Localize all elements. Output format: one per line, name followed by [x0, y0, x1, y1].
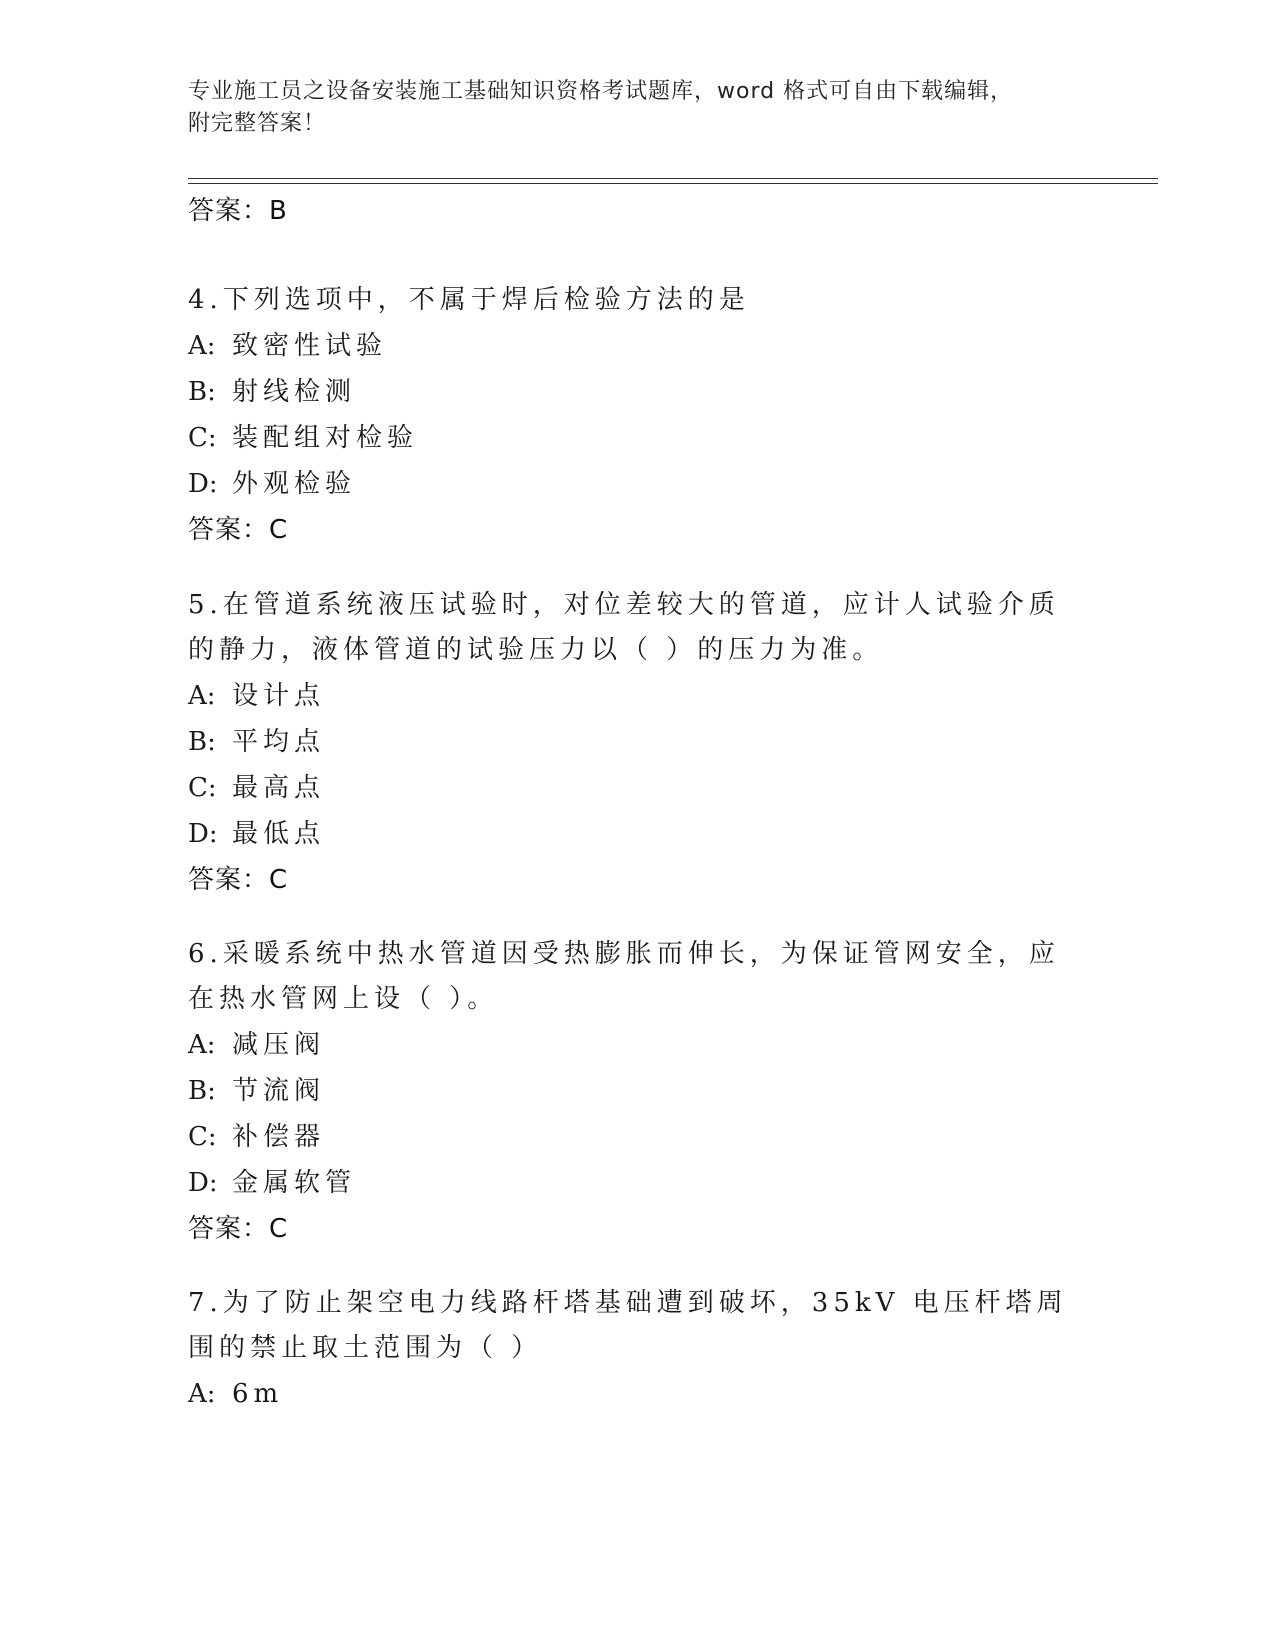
option-key: C:	[188, 423, 217, 453]
header-line-1: 专业施工员之设备安装施工基础知识资格考试题库，word 格式可自由下载编辑，	[188, 79, 1014, 104]
option-d	[188, 1160, 1088, 1206]
option-text: 减压阀	[232, 1030, 326, 1060]
question-stem: 5.在管道系统液压试验时，对位差较大的管道，应计人试验介质的静力，液体管道的试验压力以（ ）的压力为准。	[188, 590, 1060, 665]
option-key: C:	[188, 1122, 217, 1152]
option-c	[188, 1114, 1088, 1160]
option-c	[188, 765, 1088, 811]
option-text: 致密性试验	[232, 331, 388, 361]
option-c	[188, 415, 1088, 461]
option-text: 设计点	[232, 681, 326, 711]
option-text: 装配组对检验	[232, 423, 419, 453]
option-text: 射线检测	[232, 377, 357, 407]
option-b	[188, 1068, 1088, 1114]
option-text: 金属软管	[232, 1168, 357, 1198]
option-key: B:	[188, 727, 216, 757]
option-text: 节流阀	[232, 1076, 326, 1106]
option-b	[188, 369, 1088, 415]
option-a	[188, 323, 1088, 369]
question-5	[188, 583, 1088, 903]
option-text: 平均点	[232, 727, 326, 757]
option-key: A:	[188, 1030, 216, 1060]
header-line-2: 附完整答案！	[188, 111, 327, 136]
option-a	[188, 673, 1088, 719]
previous-answer: 答案：B	[188, 196, 288, 226]
header-divider-bottom	[188, 183, 1158, 184]
option-a	[188, 1371, 1088, 1417]
question-4	[188, 278, 1088, 553]
option-text: 6m	[232, 1379, 284, 1409]
option-key: A:	[188, 331, 216, 361]
option-key: D:	[188, 469, 218, 499]
option-text: 补偿器	[232, 1122, 326, 1152]
option-a	[188, 1022, 1088, 1068]
question-stem: 7.为了防止架空电力线路杆塔基础遭到破坏，35kV 电压杆塔周围的禁止取土范围为（ ）	[188, 1288, 1068, 1363]
option-key: A:	[188, 681, 216, 711]
answer: 答案：C	[188, 865, 289, 895]
option-key: D:	[188, 819, 218, 849]
option-text: 最高点	[232, 773, 326, 803]
option-d	[188, 461, 1088, 507]
document-header	[188, 76, 1088, 140]
option-key: D:	[188, 1168, 218, 1198]
option-key: A:	[188, 1379, 216, 1409]
question-stem: 6.采暖系统中热水管道因受热膨胀而伸长，为保证管网安全，应在热水管网上设（ ）。	[188, 939, 1060, 1014]
option-key: C:	[188, 773, 217, 803]
question-6	[188, 932, 1088, 1252]
option-text: 外观检验	[232, 469, 357, 499]
option-text: 最低点	[232, 819, 326, 849]
answer: 答案：C	[188, 1214, 289, 1244]
answer: 答案：C	[188, 515, 289, 545]
option-d	[188, 811, 1088, 857]
header-divider-top	[188, 178, 1158, 179]
option-key: B:	[188, 377, 216, 407]
question-stem: 4.下列选项中，不属于焊后检验方法的是	[188, 285, 750, 315]
option-key: B:	[188, 1076, 216, 1106]
question-7	[188, 1281, 1088, 1417]
option-b	[188, 719, 1088, 765]
